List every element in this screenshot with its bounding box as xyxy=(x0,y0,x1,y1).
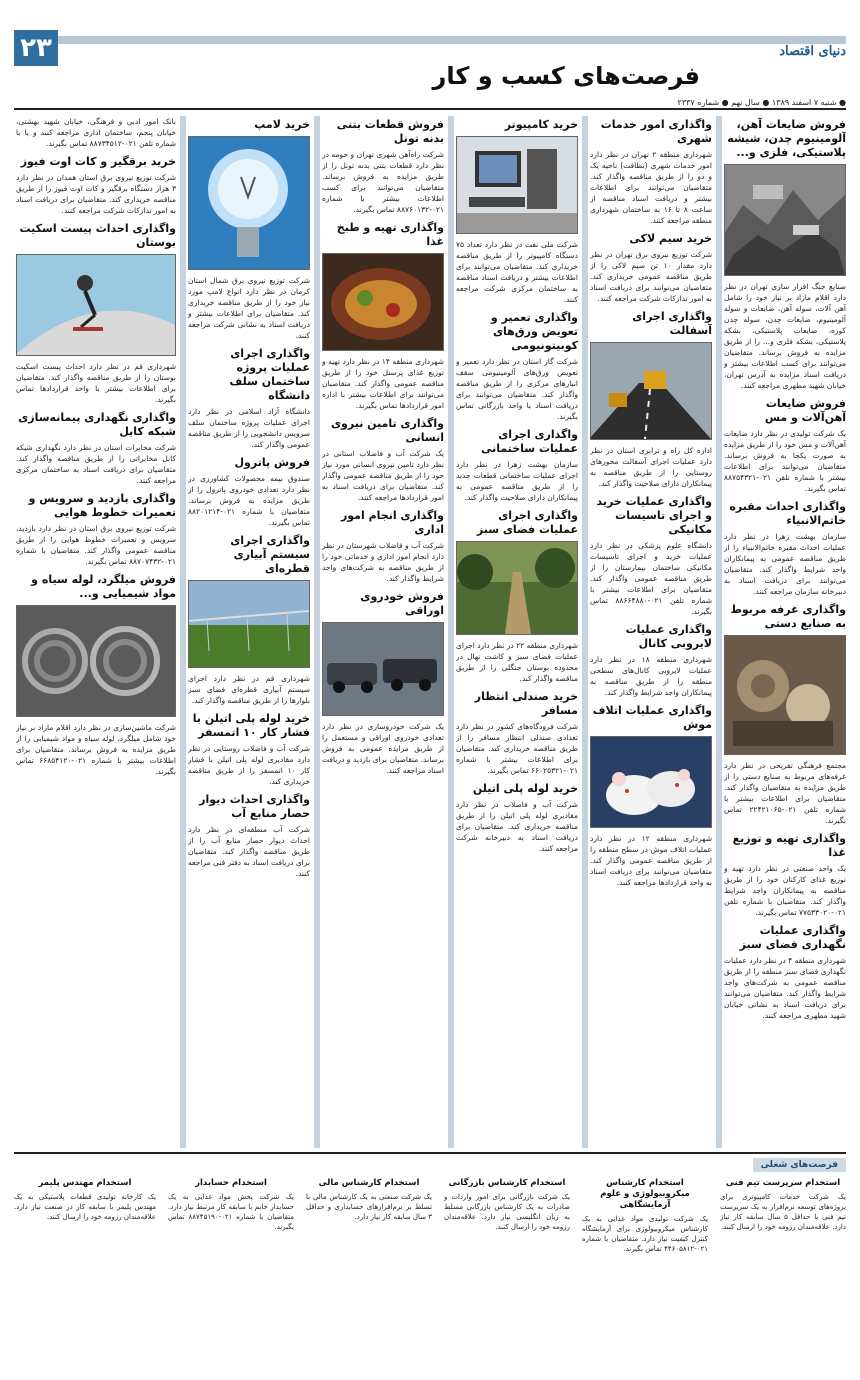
article-text: شرکت ماشین‌سازی در نظر دارد اقلام مازاد بر نیاز خود شامل میلگرد، لوله سیاه و مواد شیمیایی را از طریق مزایده به فروش برساند. متقاضیان برای اطلاعات بیشتر با شماره ۰۲۱-۶۶۸۵۴۱۲۰ تماس بگیرند. xyxy=(16,723,176,776)
job-ad xyxy=(168,1176,294,1361)
article-text: شهرداری منطقه ۲۲ در نظر دارد اجرای عملیات فضای سبز و کاشت نهال در محدوده بوستان جنگلی را از طریق مناقصه واگذار کند. xyxy=(456,641,578,683)
lamp-photo xyxy=(188,136,310,270)
column-separator xyxy=(180,116,186,1148)
article-text: یک شرکت تولیدی در نظر دارد ضایعات آهن‌آلات و مس خود را از طریق مزایده به صورت یکجا به فروش برساند. متقاضیان می‌توانند برای اطلاعات بیشتر با شماره تلفن ۰۲۱-۸۸۷۵۴۳۲۱ تماس بگیرند. xyxy=(724,429,846,493)
article xyxy=(188,456,310,528)
article xyxy=(590,310,712,489)
article-text: شرکت راه‌آهن شهری تهران و حومه در نظر دارد قطعات بتنی بدنه تونل را از طریق مزایده به فروش برساند. متقاضیان می‌توانند برای کسب اطلاعات بیشتر با شماره ۰۲۱-۸۸۷۶۰۱۳۲ تماس بگیرند. xyxy=(322,150,444,214)
green-space-photo xyxy=(456,541,578,635)
job-text: یک کارخانه تولیدی قطعات پلاستیکی به یک مهندس پلیمر با سابقه کار در صنعت نیاز دارد. علاقه‌مندان رزومه خود را ارسال کنند. xyxy=(14,1193,156,1221)
job-heading: استخدام حسابدار xyxy=(195,1178,267,1188)
article xyxy=(16,116,176,149)
article-heading: واگذاری عملیات اتلاف موش xyxy=(592,704,712,731)
article-text: شهرداری منطقه ۲ تهران در نظر دارد امور خدمات شهری (نظافت) ناحیه یک و دو را از طریق مناقصه واگذار کند. متقاضیان می‌توانند برای اطلاعات بیشتر و دریافت اسناد مناقصه از ساعت ۸ تا ۱۶ به ساختمان شهرداری منطقه مراجعه کنند. xyxy=(590,150,712,225)
job-heading: استخدام کارشناس بازرگانی xyxy=(448,1178,566,1188)
article xyxy=(322,590,444,776)
job-heading: استخدام کارشناس میکروبیولوژی و علوم آزمایشگاهی xyxy=(600,1178,690,1210)
job-text: یک شرکت تولیدی مواد غذایی به یک کارشناس میکروبیولوژی برای آزمایشگاه کنترل کیفیت نیاز دارد. متقاضیان با شماره ۰۲۱-۴۴۶۰۵۸۱۲ تماس بگیرند. xyxy=(582,1215,708,1253)
article-text: بانک امور ادبی و فرهنگی، خیابان شهید بهشتی، خیابان پنجم، ساختمان اداری مراجعه کنند و یا با شماره تلفن ۰۲۱-۸۸۷۳۴۵۱۲ تماس بگیرند. xyxy=(16,117,176,148)
article xyxy=(590,495,712,617)
article xyxy=(724,603,846,826)
job-ad xyxy=(720,1176,846,1361)
article xyxy=(16,222,176,405)
article-text: شهرداری قم در نظر دارد احداث پیست اسکیت بوستان را از طریق مناقصه واگذار کند. متقاضیان برای اطلاعات بیشتر با واحد قراردادها تماس بگیرند. xyxy=(16,362,176,404)
article-heading: فروش پاترول xyxy=(234,456,310,469)
article-heading: واگذاری اجرای آسفالت xyxy=(632,310,712,337)
article-heading: واگذاری تامین نیروی انسانی xyxy=(330,417,444,444)
article-text: شهرداری منطقه ۴ در نظر دارد عملیات نگهداری فضای سبز منطقه را از طریق مناقصه عمومی به شرکت‌های واجد شرایط واگذار کند. متقاضیان می‌توانند برای دریافت اسناد به نشانی خیابان شهید مطهری مراجعه کنند. xyxy=(724,956,846,1020)
dateline: ● شنبه ۷ اسفند ۱۳۸۹ ● سال نهم ● شماره ۲۳۳۷ xyxy=(677,98,846,107)
article-heading: واگذاری عملیات نگهداری فضای سبز xyxy=(739,924,846,951)
article-heading: واگذاری غرفه مربوط به صنایع دستی xyxy=(730,603,846,630)
cars-photo xyxy=(322,622,444,716)
article-text: شرکت توزیع نیروی برق شمال استان کرمان در نظر دارد انواع لامپ مورد نیاز خود را از طریق مناقصه خریداری کند. متقاضیان برای اطلاعات بیشتر و دریافت اسناد به نشانی شرکت مراجعه کنند. xyxy=(188,276,310,340)
article-text: یک شرکت آب و فاضلاب استانی در نظر دارد تامین نیروی انسانی مورد نیاز خود را از طریق مناقصه عمومی واگذار کند. متقاضیان برای دریافت اسناد به امور قراردادها مراجعه کنند. xyxy=(322,449,444,502)
article xyxy=(188,793,310,879)
article-text: شرکت آب منطقه‌ای در نظر دارد احداث دیوار حصار منابع آب را از طریق مناقصه واگذار کند. متقاضیان برای دریافت اسناد به دفتر فنی مراجعه کنند. xyxy=(188,825,310,878)
article-heading: خرید لوله پلی اتیلن xyxy=(472,782,578,795)
food-photo xyxy=(322,253,444,351)
article-heading: خرید سیم لاکی xyxy=(629,232,712,245)
article-text: شهرداری منطقه ۱۸ در نظر دارد عملیات لایروبی کانال‌های سطحی منطقه را از طریق مناقصه به پیمانکاران واجد شرایط واگذار کند. xyxy=(590,655,712,697)
article-text: شرکت ملی نفت در نظر دارد تعداد ۷۵ دستگاه کامپیوتر را از طریق مناقصه خریداری کند. متقاضیان می‌توانند برای اطلاعات بیشتر و دریافت اسناد مناقصه به ساختمان مرکزی شرکت مراجعه کنند. xyxy=(456,240,578,304)
job-text: یک شرکت خدمات کامپیوتری برای پروژه‌های توسعه نرم‌افزار به یک سرپرست تیم فنی با حداقل ۵ سال سابقه کار نیاز دارد. علاقه‌مندان رزومه خود را ارسال کنند. xyxy=(720,1193,846,1231)
article-heading: واگذاری تهیه و توزیع غذا xyxy=(732,832,846,859)
job-text: یک شرکت بازرگانی برای امور واردات و صادرات به یک کارشناس بازرگانی مسلط به زبان انگلیسی نیاز دارد. علاقه‌مندان رزومه خود را ارسال کنند. xyxy=(444,1193,570,1231)
column-1 xyxy=(724,116,846,1148)
article-heading: خرید لامپ xyxy=(254,118,310,131)
article-heading: واگذاری عملیات لایروبی کانال xyxy=(625,623,712,650)
column-5 xyxy=(188,116,310,1148)
article-text: دانشگاه علوم پزشکی در نظر دارد عملیات خرید و اجرای تاسیسات مکانیکی ساختمان بیمارستان را از طریق مناقصه عمومی واگذار کند. متقاضیان برای اطلاعات بیشتر با شماره تلفن ۰۲۱-۸۸۶۶۴۸۸۰ تماس بگیرند. xyxy=(590,541,712,616)
jobs-section xyxy=(14,1152,846,1364)
article-heading: فروش قطعات بتنی بدنه تونل xyxy=(336,118,444,145)
article xyxy=(456,690,578,776)
article xyxy=(724,924,846,1021)
irrigation-photo xyxy=(188,580,310,668)
article-text: سازمان بهشت زهرا در نظر دارد عملیات احداث مقبره خاتم‌الانبیاء را از طریق مناقصه عمومی به پیمانکاران واجد شرایط واگذار کند. متقاضیان می‌توانند برای دریافت اسناد به دبیرخانه سازمان مراجعه کنند. xyxy=(724,532,846,596)
column-separator xyxy=(448,116,454,1148)
article xyxy=(188,347,310,450)
job-ad xyxy=(14,1176,156,1361)
article-text: شهرداری منطقه ۱۴ در نظر دارد تهیه و توزیع غذای پرسنل خود را از طریق مناقصه عمومی واگذار کند. متقاضیان می‌توانند برای اطلاعات بیشتر با اداره امور قراردادها تماس بگیرند. xyxy=(322,357,444,410)
article-text: صنایع جنگ افزار سازی تهران در نظر دارد اقلام مازاد بر نیاز خود را شامل آهن آلات، سوله آهن، ضایعات و سوله آلومینیوم، ضایعات چدن، سوله چدن کوره، ضایعات پلاستیکی، بشکه پلاستیکی، بشکه فلزی و... را از طریق مزایده به فروش برساند. متقاضیان می‌توانند برای کسب اطلاعات بیشتر و دریافت اسناد مزایده به آدرس تهران، خیابان شهید مطهری مراجعه کنند. xyxy=(724,282,846,390)
mice-photo xyxy=(590,736,712,828)
article-text: شهرداری قم در نظر دارد اجرای سیستم آبیاری قطره‌ای فضای سبز بلوارها را از طریق مناقصه واگذار کند. xyxy=(188,674,310,705)
column-separator xyxy=(582,116,588,1148)
article xyxy=(724,500,846,597)
article-heading: واگذاری احداث مقبره خاتم‌الانبیاء xyxy=(729,500,846,527)
article-heading: خرید صندلی انتظار مسافر xyxy=(474,690,578,717)
skate-photo xyxy=(16,254,176,356)
article-heading: خرید لوله پلی اتیلن با فشار کار ۱۰ اتمسفر xyxy=(192,712,310,739)
asphalt-photo xyxy=(590,342,712,440)
article xyxy=(724,118,846,391)
article-heading: واگذاری اجرای عملیات ساختمانی xyxy=(480,428,578,455)
article-heading: واگذاری نگهداری پیمانه‌سازی شبکه کابل xyxy=(18,411,176,438)
article-heading: خرید کامپیوتر xyxy=(504,118,578,131)
article-text: صندوق بیمه محصولات کشاورزی در نظر دارد تعدادی خودروی پاترول را از طریق مزایده به فروش برساند. متقاضیان با شماره ۰۲۱-۸۸۲۰۱۲۱۴ تماس بگیرند. xyxy=(188,474,310,527)
article-text: شرکت مخابرات استان در نظر دارد نگهداری شبکه کابل مخابراتی را از طریق مناقصه واگذار کند. متقاضیان برای دریافت اسناد به ساختمان مرکزی مراجعه کنند. xyxy=(16,443,176,485)
column-2 xyxy=(590,116,712,1148)
article-heading: خرید برقگیر و کات اوت فیوز xyxy=(20,155,176,168)
article-text: شرکت توزیع نیروی برق استان همدان در نظر دارد ۳ هزار دستگاه برقگیر و کات اوت فیوز را از طریق مناقصه خریداری کند. متقاضیان برای دریافت اسناد به امور تدارکات شرکت مراجعه کنند. xyxy=(16,173,176,215)
article-heading: واگذاری تعمیر و تعویض ورق‌های کوبیتونیومی xyxy=(490,311,578,352)
article-heading: واگذاری احداث دیوار حصار منابع آب xyxy=(199,793,310,820)
article-heading: واگذاری احداث پیست اسکیت بوستان xyxy=(19,222,176,249)
article xyxy=(724,832,846,918)
article-text: شرکت آب و فاضلاب در نظر دارد مقادیری لوله پلی اتیلن را از طریق مناقصه خریداری کند. متقاضیان برای دریافت اسناد به دبیرخانه شرکت مراجعه کنند. xyxy=(456,800,578,853)
article xyxy=(456,509,578,684)
article-text: اداره کل راه و ترابری استان در نظر دارد عملیات اجرای آسفالت محورهای روستایی را از طریق مناقصه به پیمانکاران دارای صلاحیت واگذار کند. xyxy=(590,446,712,488)
article-heading: واگذاری عملیات خرید و اجرای تاسیسات مکانیکی xyxy=(596,495,712,536)
article xyxy=(456,782,578,854)
article-heading: فروش ضایعات آهن، آلومینیوم چدن، شیشه پلاستیکی، فلزی و... xyxy=(727,118,846,159)
article xyxy=(188,534,310,706)
article-heading: واگذاری امور خدمات شهری xyxy=(600,118,712,145)
article-text: دانشگاه آزاد اسلامی در نظر دارد اجرای عملیات پروژه ساختمان سلف سرویس دانشجویی را از طریق مناقصه عمومی واگذار کند. xyxy=(188,407,310,449)
article-text: یک واحد صنعتی در نظر دارد تهیه و توزیع غذای کارکنان خود را از طریق مناقصه به پیمانکاران واجد شرایط واگذار کند. متقاضیان با شماره تلفن ۰۲۱-۷۷۵۳۳۰۲۰ تماس بگیرند. xyxy=(724,864,846,917)
jobs-section-tag: فرصت‌های شغلی xyxy=(753,1158,846,1172)
article-heading: فروش میلگرد، لوله سیاه و مواد شیمیایی و... xyxy=(31,573,176,600)
computer-photo xyxy=(456,136,578,234)
section-logo: دنیای اقتصاد xyxy=(779,44,846,59)
article xyxy=(590,232,712,304)
job-heading: استخدام کارشناس مالی xyxy=(318,1178,420,1188)
article-text: شرکت فرودگاه‌های کشور در نظر دارد تعدادی صندلی انتظار مسافر را از طریق مناقصه خریداری کند. متقاضیان برای اطلاعات بیشتر با شماره ۰۲۱-۶۶۰۲۵۳۲۱ تماس بگیرند. xyxy=(456,722,578,775)
column-4 xyxy=(322,116,444,1148)
article-heading: فروش ضایعات آهن‌آلات و مس xyxy=(764,397,846,424)
article xyxy=(322,417,444,503)
article xyxy=(590,118,712,226)
article-text: شرکت گاز استان در نظر دارد تعمیر و تعویض ورق‌های آلومینیومی سقف انبارهای مرکزی را از طریق مناقصه واگذار کند. متقاضیان می‌توانند برای دریافت اسناد با واحد بازرگانی تماس بگیرند. xyxy=(456,357,578,421)
top-strip xyxy=(14,36,846,44)
article-heading: واگذاری اجرای سیستم آبیاری قطره‌ای xyxy=(230,534,310,575)
article xyxy=(724,397,846,494)
article-heading: واگذاری اجرای عملیات پروژه ساختمان سلف دانشگاه xyxy=(229,347,310,402)
column-separator xyxy=(314,116,320,1148)
scrap-metal-photo xyxy=(724,164,846,276)
job-ad xyxy=(444,1176,570,1361)
article-text: شرکت توزیع نیروی برق استان در نظر دارد بازدید، سرویس و تعمیرات خطوط هوایی را از طریق مناقصه عمومی واگذار کند. متقاضیان با شماره ۰۲۱-۸۸۷۰۷۴۳۲ تماس بگیرند. xyxy=(16,524,176,566)
job-heading: استخدام مهندس پلیمر xyxy=(38,1178,132,1188)
article-text: سازمان بهشت زهرا در نظر دارد اجرای عملیات ساختمانی قطعات جدید را از طریق مناقصه عمومی به پیمانکاران دارای صلاحیت واگذار کند. xyxy=(456,460,578,502)
page-title: فرصت‌های کسب و کار xyxy=(432,62,700,90)
article xyxy=(16,155,176,216)
article xyxy=(590,623,712,698)
header-rule xyxy=(14,108,846,110)
article xyxy=(16,573,176,777)
column-separator xyxy=(716,116,722,1148)
article xyxy=(322,118,444,215)
article-text: شهرداری منطقه ۱۲ در نظر دارد عملیات اتلاف موش در سطح منطقه را از طریق مناقصه عمومی واگذار کند. متقاضیان می‌توانند برای دریافت اسناد به واحد قراردادها مراجعه کنند. xyxy=(590,834,712,887)
article xyxy=(456,311,578,422)
job-ad xyxy=(306,1176,432,1361)
article-text: شرکت آب و فاضلاب شهرستان در نظر دارد انجام امور اداری و خدماتی خود را از طریق مناقصه به شرکت‌های واجد شرایط واگذار کند. xyxy=(322,541,444,583)
article xyxy=(322,221,444,411)
column-6 xyxy=(16,116,176,1148)
job-ad xyxy=(582,1176,708,1361)
article xyxy=(322,509,444,584)
page-number: ۲۳ xyxy=(14,30,58,66)
article-heading: فروش خودروی اوراقی xyxy=(360,590,444,617)
article xyxy=(456,118,578,305)
article xyxy=(590,704,712,888)
article xyxy=(456,428,578,503)
article xyxy=(16,492,176,567)
article-text: شرکت آب و فاضلاب روستایی در نظر دارد مقادیری لوله پلی اتیلن با فشار کار ۱۰ اتمسفر را از طریق مناقصه خریداری کند. xyxy=(188,744,310,786)
article-text: مجتمع فرهنگی تفریحی در نظر دارد غرفه‌های مربوط به صنایع دستی را از طریق مزایده به متقاضیان واگذار کند. متقاضیان برای اطلاعات بیشتر با شماره تلفن ۰۲۱-۲۲۴۲۱۰۶۵ تماس بگیرند. xyxy=(724,761,846,825)
rebar-coils-photo xyxy=(16,605,176,717)
article xyxy=(188,118,310,341)
article-heading: واگذاری اجرای عملیات فضای سبز xyxy=(476,509,578,536)
article-heading: واگذاری تهیه و طبخ غذا xyxy=(336,221,444,248)
article-heading: واگذاری انجام امور اداری xyxy=(340,509,444,536)
handicraft-photo xyxy=(724,635,846,755)
article-heading: واگذاری بازدید و سرویس و تعمیرات خطوط هوایی xyxy=(28,492,176,519)
column-3 xyxy=(456,116,578,1148)
job-text: یک شرکت پخش مواد غذایی به یک حسابدار خانم با سابقه کار مرتبط نیاز دارد. متقاضیان با شماره ۰۲۱-۸۸۷۴۵۱۹۰ تماس بگیرند. xyxy=(168,1193,294,1231)
job-heading: استخدام سرپرست تیم فنی xyxy=(725,1178,841,1188)
article xyxy=(188,712,310,787)
article-text: شرکت توزیع نیروی برق تهران در نظر دارد مقدار ۱۰ تن سیم لاکی را از طریق مناقصه عمومی خریداری کند. متقاضیان می‌توانند برای دریافت اسناد به امور تدارکات شرکت مراجعه کنند. xyxy=(590,250,712,303)
job-text: یک شرکت صنعتی به یک کارشناس مالی با تسلط بر نرم‌افزارهای حسابداری و حداقل ۳ سال سابقه کار نیاز دارد. xyxy=(306,1193,432,1221)
article-text: یک شرکت خودروسازی در نظر دارد تعدادی خودروی اوراقی و مستعمل را از طریق مزایده عمومی به فروش برساند. متقاضیان برای بازدید و دریافت اسناد مراجعه کنند. xyxy=(322,722,444,775)
article xyxy=(16,411,176,486)
